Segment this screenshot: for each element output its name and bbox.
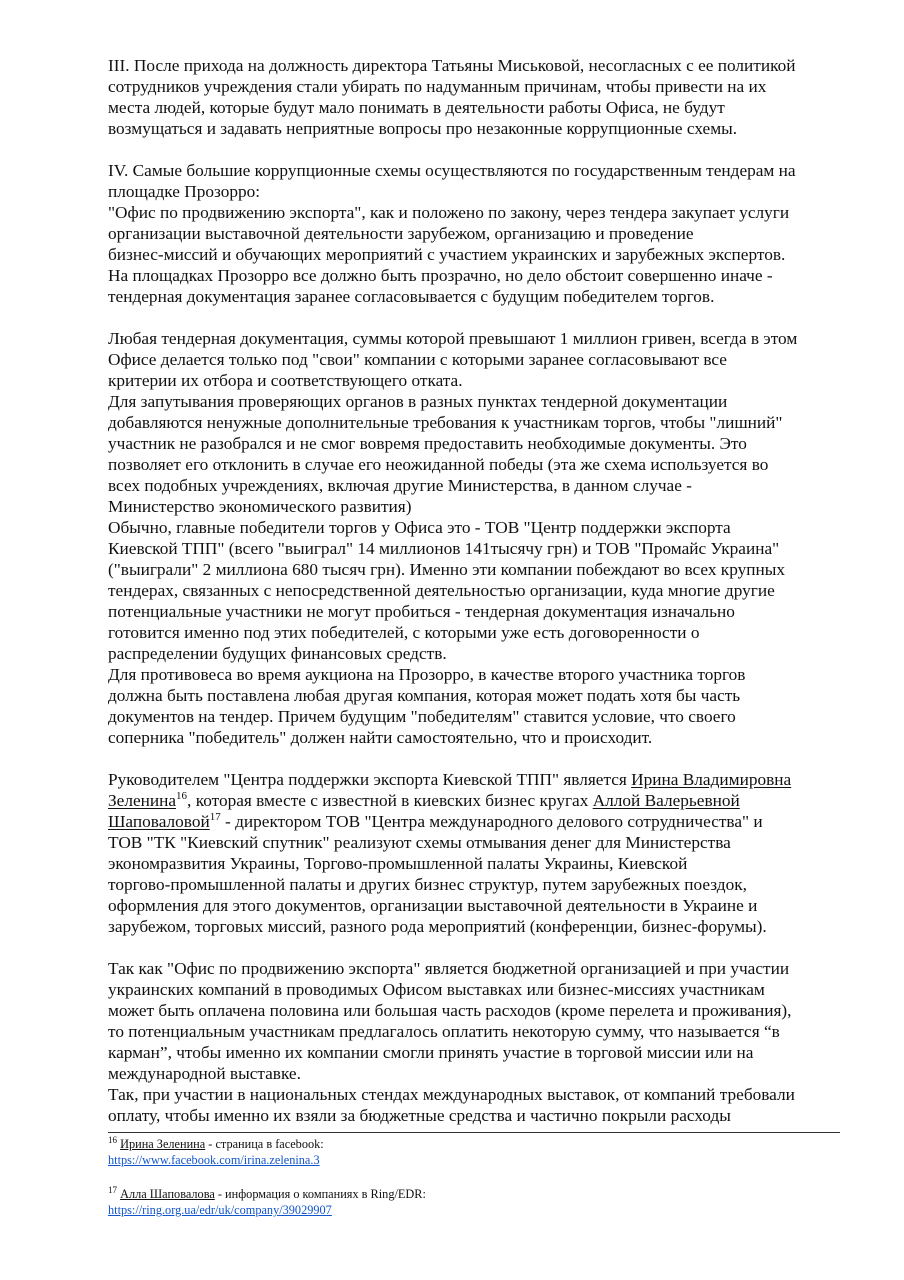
text-line: места людей, которые будут мало понимать в деятельности работы Офиса, не будут bbox=[108, 98, 725, 117]
person-link-zelenina[interactable]: Ирина Владимировна bbox=[631, 770, 792, 789]
text-line: тендерная документация заранее согласовывается с будущим победителем торгов. bbox=[108, 287, 715, 306]
paragraph-tender-documentation bbox=[108, 328, 848, 748]
footnote-divider bbox=[108, 1132, 840, 1133]
text-line: может быть оплачена половина или большая часть расходов (кроме перелета и проживания), bbox=[108, 1001, 792, 1020]
text-line: IV. Самые большие коррупционные схемы осуществляются по государственным тендерам на bbox=[108, 161, 796, 180]
text-run: , которая вместе с известной в киевских бизнес кругах bbox=[187, 791, 593, 810]
text-line: "Офис по продвижению экспорта", как и положено по закону, через тендера закупает услуги bbox=[108, 203, 790, 222]
text-line: На площадках Прозорро все должно быть прозрачно, но дело обстоит совершенно иначе - bbox=[108, 266, 773, 285]
footnote-number: 17 bbox=[108, 1184, 117, 1195]
text-line: экономразвития Украины, Торгово-промышленной палаты Украины, Киевской bbox=[108, 854, 688, 873]
text-line: карман”, чтобы именно их компании смогли принять участие в торговой миссии или на bbox=[108, 1043, 754, 1062]
text-line: Офисе делается только под "свои" компании с которыми заранее согласовывают все bbox=[108, 350, 727, 369]
text-line: оформления для этого документов, организации выставочной деятельности в Украине и bbox=[108, 896, 758, 915]
footnote-description: - информация о компаниях в Ring/EDR: bbox=[214, 1187, 426, 1201]
text-line: Для противовеса во время аукциона на Прозорро, в качестве второго участника торгов bbox=[108, 665, 746, 684]
text-line: соперника "победитель" должен найти самостоятельно, что и происходит. bbox=[108, 728, 653, 747]
text-line: документов на тендер. Причем будущим "победителям" ставится условие, что своего bbox=[108, 707, 736, 726]
text-line: площадке Прозорро: bbox=[108, 182, 261, 201]
footnote-16 bbox=[108, 1136, 848, 1168]
footnote-ref-16[interactable]: 16 bbox=[176, 790, 188, 803]
text-line: бизнес-миссий и обучающих мероприятий с участием украинских и зарубежных экспертов. bbox=[108, 245, 786, 264]
paragraph-budget-participation bbox=[108, 958, 848, 1126]
footnote-17 bbox=[108, 1186, 848, 1218]
text-line: всех подобных учреждениях, включая другие Министерства, в данном случае - bbox=[108, 476, 692, 495]
person-link-shapovalova[interactable]: Аллой Валерьевной bbox=[592, 791, 740, 810]
footnote-url-link[interactable]: https://ring.org.ua/edr/uk/company/39029907 bbox=[108, 1203, 332, 1217]
text-line: Так как "Офис по продвижению экспорта" является бюджетной организацией и при участии bbox=[108, 959, 790, 978]
text-line: украинских компаний в проводимых Офисом выставках или бизнес-миссиях участникам bbox=[108, 980, 765, 999]
footnote-ref-17[interactable]: 17 bbox=[209, 811, 221, 824]
text-line: международной выставке. bbox=[108, 1064, 301, 1083]
text-line: организации выставочной деятельности зарубежом, организацию и проведение bbox=[108, 224, 694, 243]
text-line bbox=[108, 769, 848, 790]
text-line: возмущаться и задавать неприятные вопросы про незаконные коррупционные схемы. bbox=[108, 119, 738, 138]
paragraph-center-leadership bbox=[108, 769, 848, 937]
text-line: то потенциальным участникам предлагалось оплатить некоторую сумму, что называется “в bbox=[108, 1022, 780, 1041]
footnote-person-name[interactable]: Алла Шаповалова bbox=[120, 1187, 215, 1201]
document-body bbox=[108, 55, 848, 1126]
text-run: - директором ТОВ "Центра международного делового сотрудничества" и bbox=[220, 812, 763, 831]
footnote-url-link[interactable]: https://www.facebook.com/irina.zelenina.3 bbox=[108, 1153, 320, 1167]
text-run: Руководителем "Центра поддержки экспорта Киевской ТПП" является bbox=[108, 770, 632, 789]
footnote-number: 16 bbox=[108, 1134, 117, 1145]
text-line: Киевской ТПП" (всего "выиграл" 14 миллионов 141тысячу грн) и ТОВ "Промайс Украина" bbox=[108, 539, 780, 558]
text-line: Для запутывания проверяющих органов в разных пунктах тендерной документации bbox=[108, 392, 728, 411]
text-line: Министерство экономического развития) bbox=[108, 497, 412, 516]
text-line: должна быть поставлена любая другая компания, которая может подать хотя бы часть bbox=[108, 686, 741, 705]
text-line: критерии их отбора и соответствующего отката. bbox=[108, 371, 463, 390]
person-link-zelenina-cont[interactable]: Зеленина bbox=[108, 791, 177, 810]
text-line: позволяет его отклонить в случае его неожиданной победы (эта же схема используется во bbox=[108, 455, 769, 474]
footnotes bbox=[108, 1136, 848, 1236]
text-line: Так, при участии в национальных стендах международных выставок, от компаний требовали bbox=[108, 1085, 795, 1104]
footnote-person-name[interactable]: Ирина Зеленина bbox=[120, 1137, 206, 1151]
text-line: III. После прихода на должность директора Татьяны Миськовой, несогласных с ее политикой bbox=[108, 56, 796, 75]
text-line: ("выиграли" 2 миллиона 680 тысяч грн). Именно эти компании побеждают во всех крупных bbox=[108, 560, 786, 579]
text-line: добавляются ненужные дополнительные требования к участникам торгов, чтобы "лишний" bbox=[108, 413, 783, 432]
text-line: торгово-промышленной палаты и других бизнес структур, путем зарубежных поездок, bbox=[108, 875, 747, 894]
paragraph-iii bbox=[108, 55, 848, 139]
text-line: Обычно, главные победители торгов у Офиса это - ТОВ "Центр поддержки экспорта bbox=[108, 518, 731, 537]
person-link-shapovalova-cont[interactable]: Шаповаловой bbox=[108, 812, 210, 831]
text-line: оплату, чтобы именно их взяли за бюджетные средства и частично покрыли расходы bbox=[108, 1106, 731, 1125]
footnote-description: - страница в facebook: bbox=[205, 1137, 324, 1151]
text-line: ТОВ "ТК "Киевский спутник" реализуют схемы отмывания денег для Министерства bbox=[108, 833, 731, 852]
text-line: распределении будущих финансовых средств. bbox=[108, 644, 447, 663]
text-line: Любая тендерная документация, суммы которой превышают 1 миллион гривен, всегда в этом bbox=[108, 329, 798, 348]
text-line: потенциальные участники не могут пробиться - тендерная документация изначально bbox=[108, 602, 735, 621]
text-line: готовится именно под этих победителей, с которыми уже есть договоренности о bbox=[108, 623, 700, 642]
text-line: зарубежом, торговых миссий, разного рода мероприятий (конференции, бизнес-форумы). bbox=[108, 917, 767, 936]
text-line: тендерах, связанных с непосредственной деятельностью организации, куда многие другие bbox=[108, 581, 775, 600]
text-line bbox=[108, 790, 848, 811]
paragraph-iv bbox=[108, 160, 848, 307]
text-line bbox=[108, 811, 848, 832]
text-line: сотрудников учреждения стали убирать по надуманным причинам, чтобы привести на их bbox=[108, 77, 767, 96]
text-line: участник не разобрался и не смог вовремя предоставить необходимые документы. Это bbox=[108, 434, 747, 453]
